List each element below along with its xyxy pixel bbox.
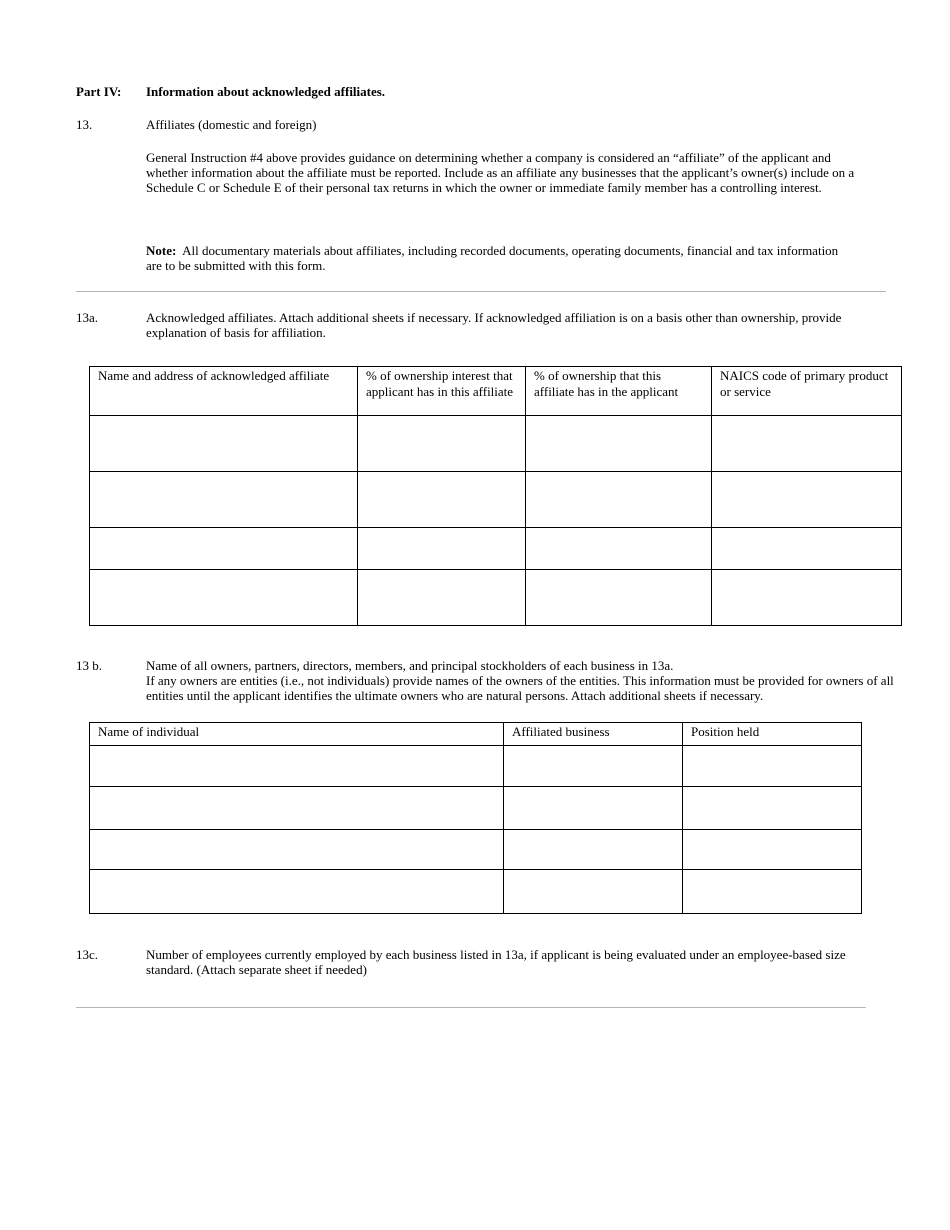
divider-top xyxy=(76,291,886,292)
affiliate-name-cell[interactable] xyxy=(90,528,358,570)
position-held-cell[interactable] xyxy=(683,870,862,914)
naics-cell[interactable] xyxy=(712,416,902,472)
col-header-name-address: Name and address of acknowledged affiliate xyxy=(90,367,358,416)
position-held-cell[interactable] xyxy=(683,830,862,870)
pct-affiliate-cell[interactable] xyxy=(526,472,712,528)
pct-applicant-cell[interactable] xyxy=(358,472,526,528)
affiliate-name-cell[interactable] xyxy=(90,416,358,472)
table-row xyxy=(90,870,862,914)
naics-cell[interactable] xyxy=(712,570,902,626)
affiliated-business-cell[interactable] xyxy=(504,870,683,914)
pct-affiliate-cell[interactable] xyxy=(526,528,712,570)
note-text: All documentary materials about affiliates, including recorded documents, operating documents, financial and tax information are to be submitted with this form. xyxy=(146,243,839,273)
col-header-name-individual: Name of individual xyxy=(90,723,504,746)
section-13b-line2: If any owners are entities (i.e., not individuals) provide names of the owners of the entities. This information must be provided for owners of all entities until the applicant identifies the ultimate owners who are natural persons. Attach additional sheets if necessary. xyxy=(146,673,894,703)
col-header-pct-affiliate-in-applicant: % of ownership that this affiliate has in the applicant xyxy=(526,367,712,416)
divider-bottom xyxy=(76,1007,866,1008)
col-header-pct-applicant-in-affiliate: % of ownership interest that applicant has in this affiliate xyxy=(358,367,526,416)
section-13a-text: Acknowledged affiliates. Attach additional sheets if necessary. If acknowledged affiliation is on a basis other than ownership, provide explanation of basis for affiliation. xyxy=(146,310,842,340)
affiliate-name-cell[interactable] xyxy=(90,472,358,528)
individual-name-cell[interactable] xyxy=(90,787,504,830)
table-header-row xyxy=(90,723,862,746)
part-label: Part IV: xyxy=(76,84,122,99)
section-13-number: 13. xyxy=(76,117,93,132)
naics-cell[interactable] xyxy=(712,472,902,528)
affiliated-business-cell[interactable] xyxy=(504,787,683,830)
table-row xyxy=(90,746,862,787)
naics-cell[interactable] xyxy=(712,528,902,570)
owners-table xyxy=(89,722,862,914)
affiliated-business-cell[interactable] xyxy=(504,746,683,787)
individual-name-cell[interactable] xyxy=(90,746,504,787)
individual-name-cell[interactable] xyxy=(90,830,504,870)
pct-applicant-cell[interactable] xyxy=(358,528,526,570)
table-row xyxy=(90,830,862,870)
col-header-naics: NAICS code of primary product or service xyxy=(712,367,902,416)
section-13a-number: 13a. xyxy=(76,310,99,325)
table-row xyxy=(90,787,862,830)
table-row xyxy=(90,416,902,472)
col-header-position-held: Position held xyxy=(683,723,862,746)
section-13c-number: 13c. xyxy=(76,947,99,962)
section-13b-number: 13 b. xyxy=(76,658,102,673)
section-13c-text: Number of employees currently employed by each business listed in 13a, if applicant is being evaluated under an employee-based size standard. (Attach separate sheet if needed) xyxy=(146,947,846,977)
table-row xyxy=(90,528,902,570)
position-held-cell[interactable] xyxy=(683,746,862,787)
note-label: Note: xyxy=(146,243,177,258)
section-13-heading: Affiliates (domestic and foreign) xyxy=(146,117,317,132)
pct-affiliate-cell[interactable] xyxy=(526,570,712,626)
affiliated-business-cell[interactable] xyxy=(504,830,683,870)
table-row xyxy=(90,472,902,528)
affiliates-table xyxy=(89,366,902,626)
pct-applicant-cell[interactable] xyxy=(358,570,526,626)
section-13-note xyxy=(146,243,846,273)
table-header-row xyxy=(90,367,902,416)
position-held-cell[interactable] xyxy=(683,787,862,830)
section-13b-text xyxy=(146,658,896,703)
affiliate-name-cell[interactable] xyxy=(90,570,358,626)
part-title: Information about acknowledged affiliates. xyxy=(146,84,386,99)
section-13-instruction: General Instruction #4 above provides guidance on determining whether a company is considered an “affiliate” of the applicant and whether information about the affiliate must be reported. Include as an affiliate any businesses that the applicant’s owner(s) include on a Schedule C or Schedule E of their personal tax returns in which the owner or immediate family member has a controlling interest. xyxy=(146,150,855,195)
section-13b-line1: Name of all owners, partners, directors, members, and principal stockholders of each business in 13a. xyxy=(146,658,674,673)
col-header-affiliated-business: Affiliated business xyxy=(504,723,683,746)
pct-affiliate-cell[interactable] xyxy=(526,416,712,472)
table-row xyxy=(90,570,902,626)
individual-name-cell[interactable] xyxy=(90,870,504,914)
pct-applicant-cell[interactable] xyxy=(358,416,526,472)
